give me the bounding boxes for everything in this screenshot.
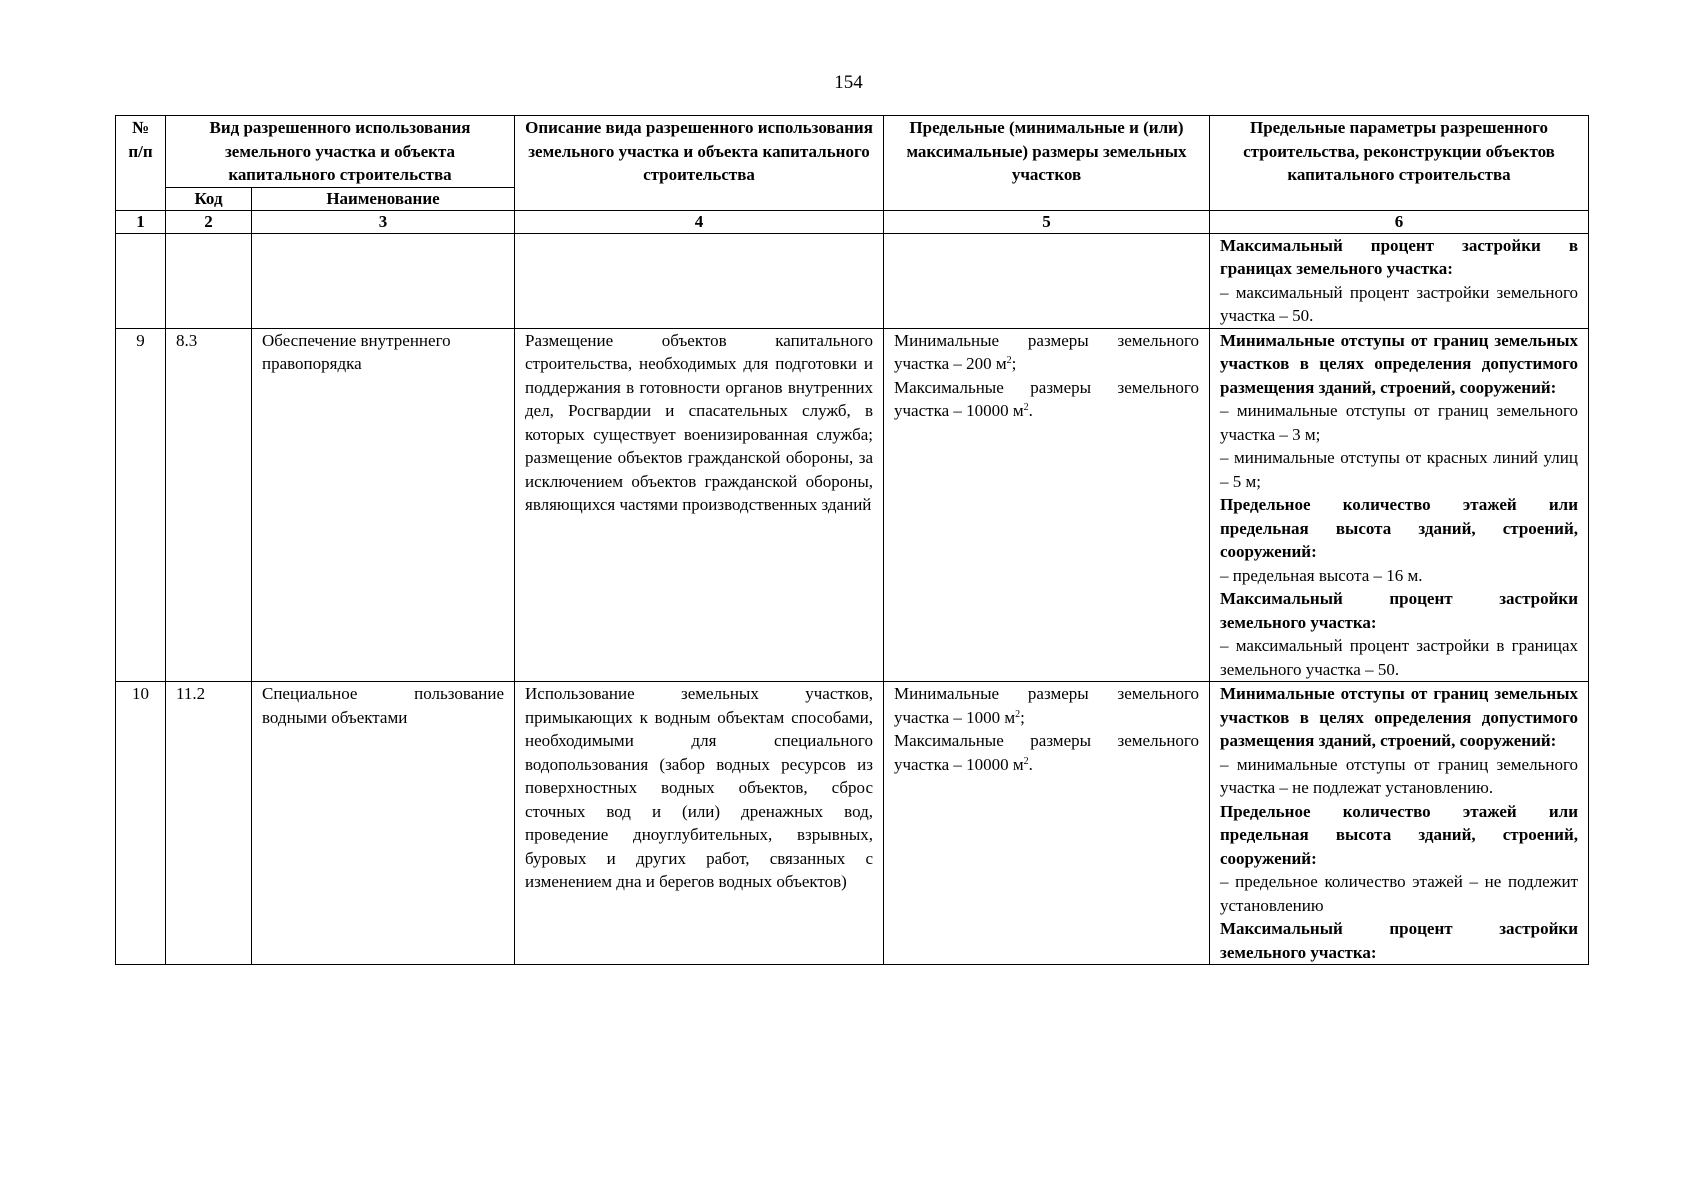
row-name: Специальное пользование водными объектами xyxy=(252,682,515,965)
row-num: 10 xyxy=(116,682,166,965)
size-max xyxy=(894,729,1199,776)
param-line: – максимальный процент застройки земельного участка – 50. xyxy=(1220,282,1578,325)
header-num: № п/п xyxy=(116,116,166,211)
param-line: – минимальные отступы от границ земельного участка – не подлежат установлению. xyxy=(1220,754,1578,797)
table-row-continued xyxy=(116,233,1589,328)
col-number: 5 xyxy=(884,210,1210,233)
land-use-table xyxy=(115,115,1589,965)
param-line: Предельное количество этажей или предельная высота зданий, строений, сооружений: xyxy=(1220,801,1578,868)
page-number: 154 xyxy=(834,72,863,93)
table-row xyxy=(116,328,1589,682)
header-kod: Код xyxy=(166,187,252,210)
param-line: – предельная высота – 16 м. xyxy=(1220,565,1423,585)
header-desc: Описание вида разрешенного использования земельного участка и объекта капитального строительства xyxy=(515,116,884,211)
size-max-end: . xyxy=(1028,754,1033,774)
size-max xyxy=(894,376,1199,423)
empty-cell xyxy=(515,233,884,328)
size-min-text: Минимальные размеры земельного участка – 200 м xyxy=(894,330,1199,373)
col-number: 6 xyxy=(1210,210,1589,233)
param-line: – минимальные отступы от красных линий улиц – 5 м; xyxy=(1220,448,1578,491)
row-code: 11.2 xyxy=(166,682,252,965)
col-number: 4 xyxy=(515,210,884,233)
size-min xyxy=(894,329,1199,376)
header-vid: Вид разрешенного использования земельного участка и объекта капитального строительства xyxy=(166,116,515,188)
empty-cell xyxy=(166,233,252,328)
superscript: 2 xyxy=(1006,355,1012,366)
row-code: 8.3 xyxy=(166,328,252,682)
size-max-text: Максимальные размеры земельного участка – 10000 м xyxy=(894,377,1199,420)
superscript: 2 xyxy=(1015,708,1021,720)
row-desc: Использование земельных участков, примыкающих к водным объектам способами, необходимыми для специального водопользования (забор водных ресурсов из поверхностных водных объектов, сброс сточных вод и (или) дренажных вод, проведение дноуглубительных, взрывных, буровых и других работ, связанных с изменением дна и берегов водных объектов) xyxy=(515,682,884,965)
row-sizes xyxy=(884,328,1210,682)
param-line: – минимальные отступы от границ земельного участка – 3 м; xyxy=(1220,401,1578,444)
param-line: Максимальный процент застройки земельного участка: xyxy=(1220,919,1578,962)
empty-cell xyxy=(252,233,515,328)
row-num: 9 xyxy=(116,328,166,682)
row-desc: Размещение объектов капитального строительства, необходимых для подготовки и поддержания в готовности органов внутренних дел, Росгвардии и спасательных служб, в которых существует военизированная служба; размещение объектов гражданской обороны, за исключением объектов гражданской обороны, являющихся частями производственных зданий xyxy=(515,328,884,682)
param-line: Максимальный процент застройки земельного участка: xyxy=(1220,589,1578,632)
empty-cell xyxy=(884,233,1210,328)
size-min-end: ; xyxy=(1020,707,1025,727)
params-cell xyxy=(1210,328,1589,682)
param-line: – предельное количество этажей – не подлежит установлению xyxy=(1220,872,1578,915)
table-row xyxy=(116,682,1589,965)
row-name: Обеспечение внутреннего правопорядка xyxy=(252,328,515,682)
header-sizes: Предельные (минимальные и (или) максимальные) размеры земельных участков xyxy=(884,116,1210,211)
param-line: Предельное количество этажей или предельная высота зданий, строений, сооружений: xyxy=(1220,495,1578,561)
size-min-end: ; xyxy=(1011,354,1017,373)
param-line: Минимальные отступы от границ земельных участков в целях определения допустимого размещения зданий, строений, сооружений: xyxy=(1220,684,1578,750)
size-max-text: Максимальные размеры земельного участка – 10000 м xyxy=(894,731,1199,774)
header-params: Предельные параметры разрешенного строительства, реконструкции объектов капитального строительства xyxy=(1210,116,1589,211)
params-cell xyxy=(1210,682,1589,965)
param-line: Максимальный процент застройки в границах земельного участка: xyxy=(1220,235,1578,278)
header-row xyxy=(116,116,1589,188)
row-sizes xyxy=(884,682,1210,965)
size-min-text: Минимальные размеры земельного участка – 1000 м xyxy=(894,684,1199,727)
col-number: 2 xyxy=(166,210,252,233)
param-line: – максимальный процент застройки в границах земельного участка – 50. xyxy=(1220,636,1578,679)
size-min xyxy=(894,682,1199,729)
superscript: 2 xyxy=(1023,402,1029,413)
header-name: Наименование xyxy=(252,187,515,210)
col-number: 1 xyxy=(116,210,166,233)
size-max-end: . xyxy=(1028,401,1033,420)
col-number: 3 xyxy=(252,210,515,233)
empty-cell xyxy=(116,233,166,328)
params-cell xyxy=(1210,233,1589,328)
column-number-row xyxy=(116,210,1589,233)
param-line: Минимальные отступы от границ земельных участков в целях определения допустимого размещения зданий, строений, сооружений: xyxy=(1220,330,1578,397)
superscript: 2 xyxy=(1023,755,1029,767)
